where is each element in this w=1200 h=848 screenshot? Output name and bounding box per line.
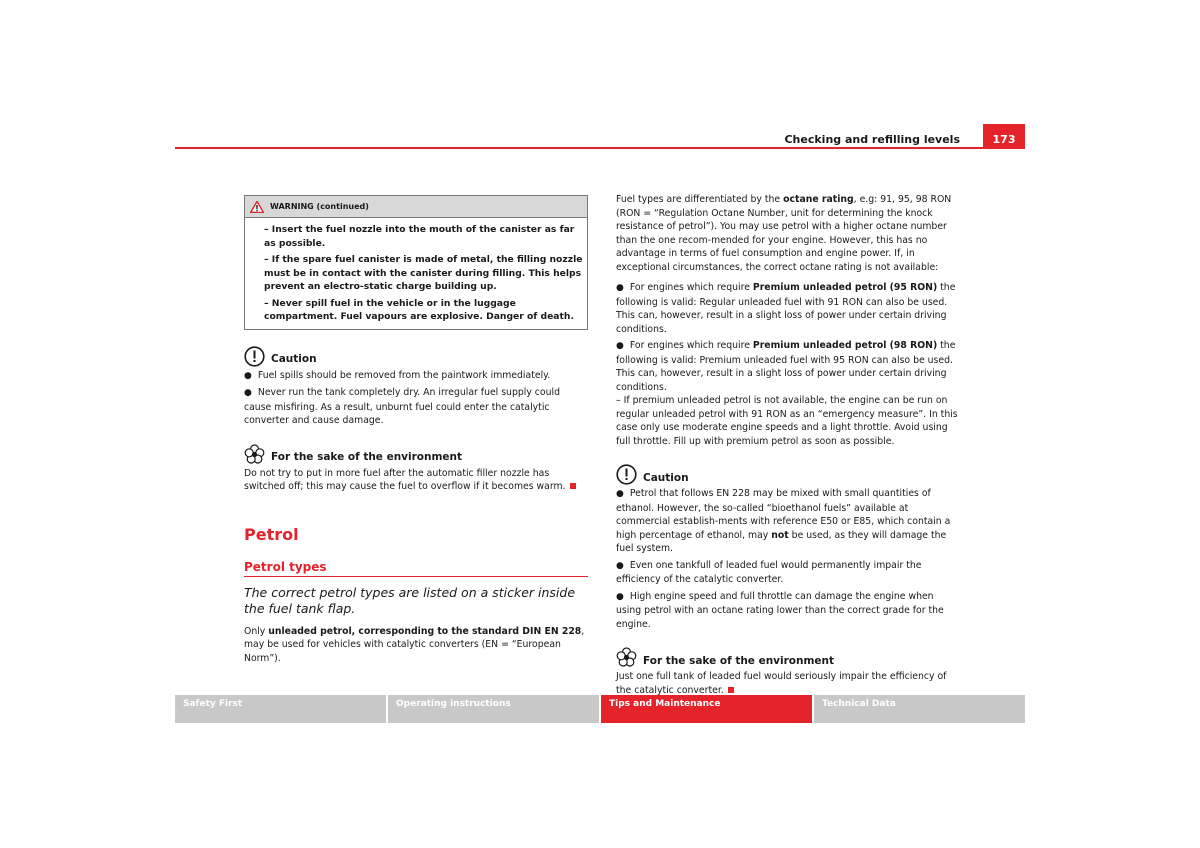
section-heading: Petrol [244,524,299,544]
end-marker [728,687,734,693]
intro-text: The correct petrol types are listed on a sticker inside the fuel tank flap. [244,584,576,616]
footer-nav [175,695,1025,723]
footer-tab-technical-data[interactable]: Technical Data [814,695,1025,723]
warning-header [245,196,587,218]
footer-tab-tips-and-maintenance[interactable]: Tips and Maintenance [601,695,812,723]
warning-title: WARNING (continued) [270,201,369,211]
environment-text: Do not try to put in more fuel after the automatic filler nozzle has switched off; this may cause the fuel to overflow if it becomes warm. [244,467,588,494]
subsection-heading: Petrol types [244,561,588,577]
caution-heading [244,346,588,367]
caution-bullet: ● Petrol that follows EN 228 may be mixed with small quantities of ethanol. However, the so-called “bioethanol fuels” available at commercial establish-ments with reference E50 or E85, which contain a high percentage of ethanol, may not be used, as they will damage the fuel system. [616,488,951,554]
caution-bullet: ● Fuel spills should be removed from the paintwork immediately. [244,369,551,381]
environment-flower-icon [244,444,265,465]
caution-exclamation-icon [244,346,265,367]
environment-heading [616,647,960,668]
octane-bullet-95: ● For engines which require Premium unleaded petrol (95 RON) the following is valid: Regular unleaded fuel with 91 RON can also be used. This can, however, result in a slight loss of power under certain driving conditions. [616,282,956,335]
caution-heading [616,464,960,485]
right-column [616,193,960,700]
warning-triangle-icon [250,201,264,213]
environment-flower-icon [616,647,637,668]
footer-tab-operating-instructions[interactable]: Operating instructions [388,695,599,723]
end-marker [570,483,576,489]
octane-paragraph: Fuel types are differentiated by the octane rating, e.g: 91, 95, 98 RON (RON = “Regulation Octane Number, unit for determining the knock resistance of petrol”). You may use petrol with a higher octane number than the one recom-mended for your engine. However, this has no advantage in terms of fuel consumption and engine power. If, in exceptional circumstances, the correct octane rating is not available: [616,194,952,273]
warning-box [244,195,588,330]
caution-title: Caution [643,471,689,484]
footer-tab-safety-first[interactable]: Safety First [175,695,386,723]
page-number: 173 [983,124,1025,148]
environment-heading [244,444,588,465]
warning-item: – Never spill fuel in the vehicle or in the luggage compartment. Fuel vapours are explosive. Danger of death. [264,297,574,322]
unleaded-paragraph: Only unleaded petrol, corresponding to the standard DIN EN 228, may be used for vehicles with catalytic converters (EN = “European Norm”). [244,625,585,664]
environment-title: For the sake of the environment [271,451,463,463]
header-section-title: Checking and refilling levels [784,133,960,146]
environment-title: For the sake of the environment [643,654,835,667]
warning-item: – If the spare fuel canister is made of metal, the filling nozzle must be in contact with the canister during filling. This helps prevent an electro-static charge building up. [264,254,583,292]
warning-body [245,218,587,329]
environment-text: Just one full tank of leaded fuel would seriously impair the efficiency of the catalytic converter. [616,671,947,696]
warning-item: – Insert the fuel nozzle into the mouth of the canister as far as possible. [264,224,575,249]
caution-exclamation-icon [616,464,637,485]
left-column [244,195,588,668]
caution-bullet: ● High engine speed and full throttle can damage the engine when using petrol with an octane rating lower than the correct grade for the engine. [616,590,944,630]
header-rule [175,147,1025,149]
octane-bullet-98: ● For engines which require Premium unleaded petrol (98 RON) the following is valid: Premium unleaded fuel with 95 RON can also be used. This can, however, result in a slight loss of power under certain driving conditions. – If premium unleaded petrol is not available, the engine can be run on regular unleaded petrol with 91 RON as an “emergency measure”. In this case only use moderate engine speeds and a light throttle. Avoid using full throttle. Fill up with premium petrol as soon as possible. [616,340,958,447]
caution-bullet: ● Never run the tank completely dry. An irregular fuel supply could cause misfiring. As a result, unburnt fuel could enter the catalytic converter and cause damage. [244,387,560,426]
caution-bullet: ● Even one tankfull of leaded fuel would permanently impair the efficiency of the catalytic converter. [616,559,922,585]
caution-title: Caution [271,353,317,365]
